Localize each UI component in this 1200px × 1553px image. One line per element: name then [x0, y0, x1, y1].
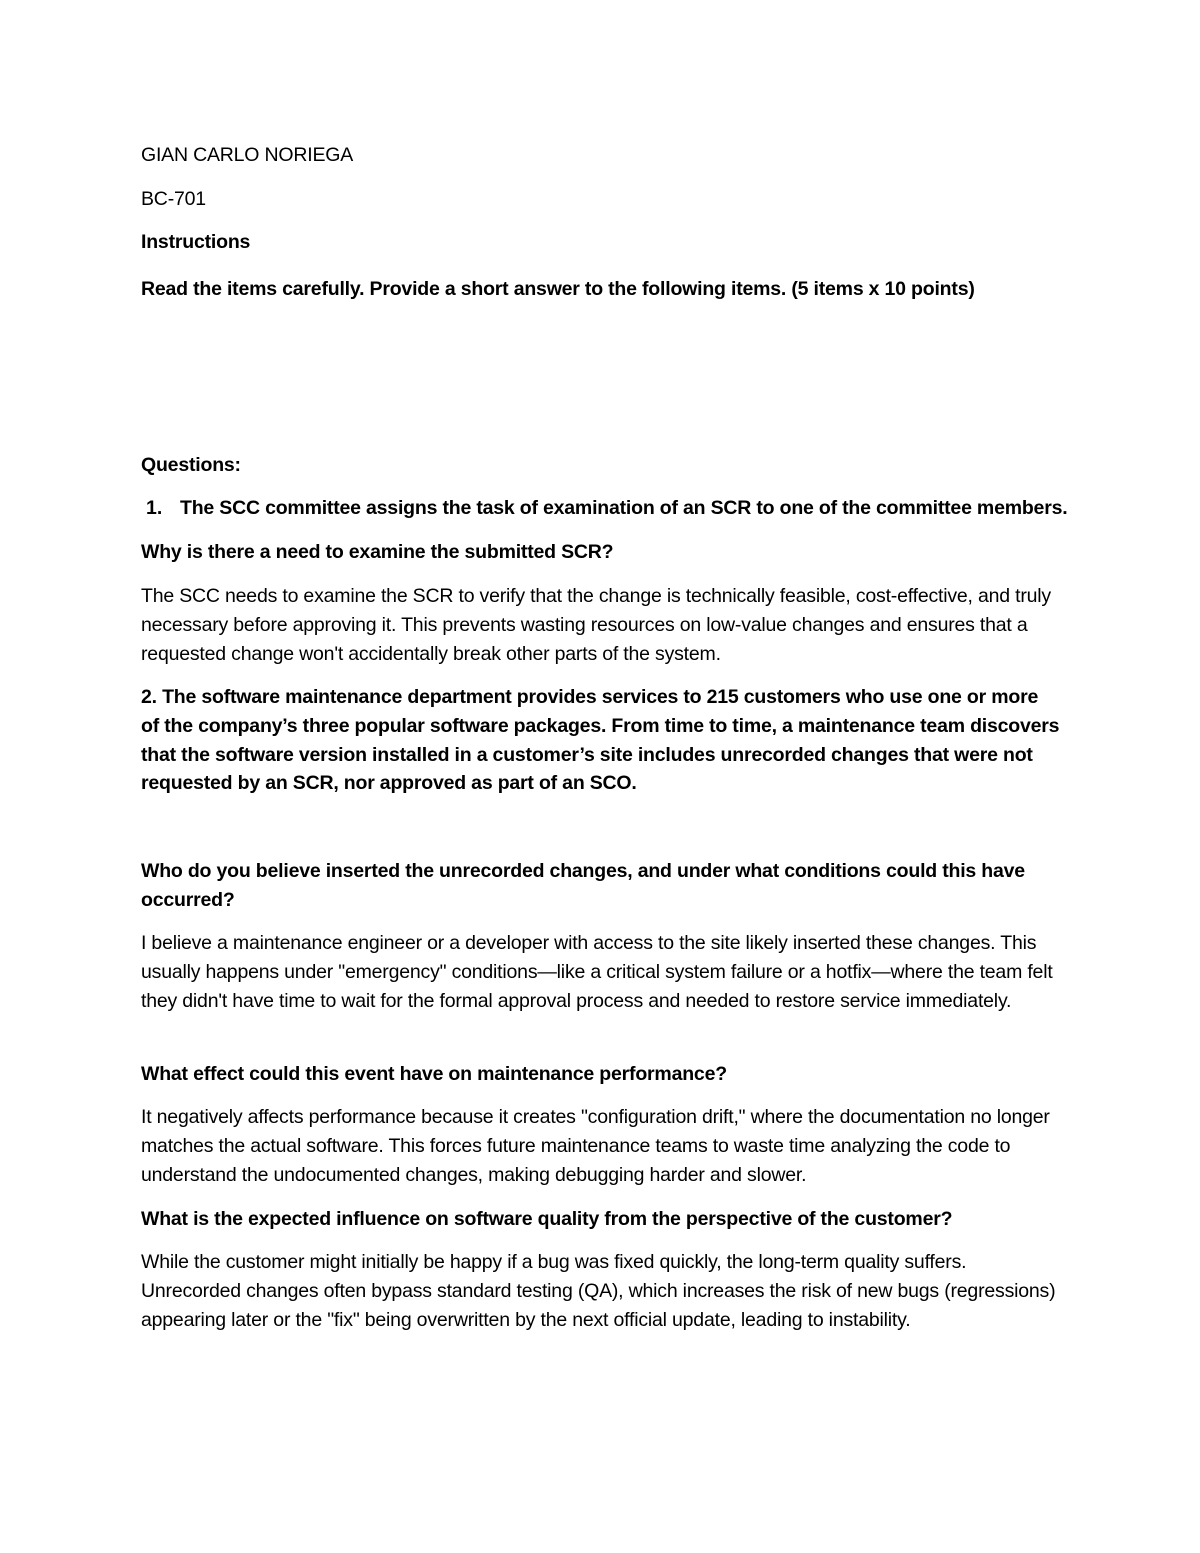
question-2-subquestion-b: What effect could this event have on maintenance performance? — [141, 1063, 727, 1085]
question-2-subquestion-c: What is the expected influence on software quality from the perspective of the customer? — [141, 1208, 953, 1230]
student-name: GIAN CARLO NORIEGA — [141, 144, 354, 166]
question-1-number: 1. — [146, 497, 163, 519]
question-1-answer: The SCC needs to examine the SCR to verify that the change is technically feasible, cost-effective, and truly necessary before approving it. This prevents wasting resources on low-value changes and ensures that a requested change won't accidentally break other parts of the system. — [141, 585, 1051, 665]
course-code: BC-701 — [141, 188, 206, 210]
question-2-statement: 2. The software maintenance department provides services to 215 customers who use one or more of the company’s three popular software packages. From time to time, a maintenance team discovers that the software version installed in a customer’s site includes unrecorded changes that were not requested by an SCR, nor approved as part of an SCO. — [141, 686, 1060, 795]
questions-heading: Questions: — [141, 454, 241, 476]
instructions-text: Read the items carefully. Provide a short answer to the following items. (5 items x 10 points) — [141, 278, 975, 300]
question-2-answer-a: I believe a maintenance engineer or a developer with access to the site likely inserted these changes. This usually happens under "emergency" conditions—like a critical system failure or a hotfix—where the team felt they didn't have time to wait for the formal approval process and needed to restore service immediately. — [141, 932, 1053, 1012]
question-2-answer-c: While the customer might initially be happy if a bug was fixed quickly, the long-term quality suffers. Unrecorded changes often bypass standard testing (QA), which increases the risk of new bugs (regressions) appearing later or the "fix" being overwritten by the next official update, leading to instability. — [141, 1251, 1056, 1331]
question-1-subquestion: Why is there a need to examine the submitted SCR? — [141, 541, 614, 563]
question-1-statement: The SCC committee assigns the task of examination of an SCR to one of the committee members. — [180, 497, 1068, 519]
instructions-heading: Instructions — [141, 231, 251, 253]
question-2-subquestion-a: Who do you believe inserted the unrecorded changes, and under what conditions could this have occurred? — [141, 860, 1025, 911]
question-2-answer-b: It negatively affects performance because it creates "configuration drift," where the documentation no longer matches the actual software. This forces future maintenance teams to waste time analyzing the code to understand the undocumented changes, making debugging harder and slower. — [141, 1106, 1050, 1186]
